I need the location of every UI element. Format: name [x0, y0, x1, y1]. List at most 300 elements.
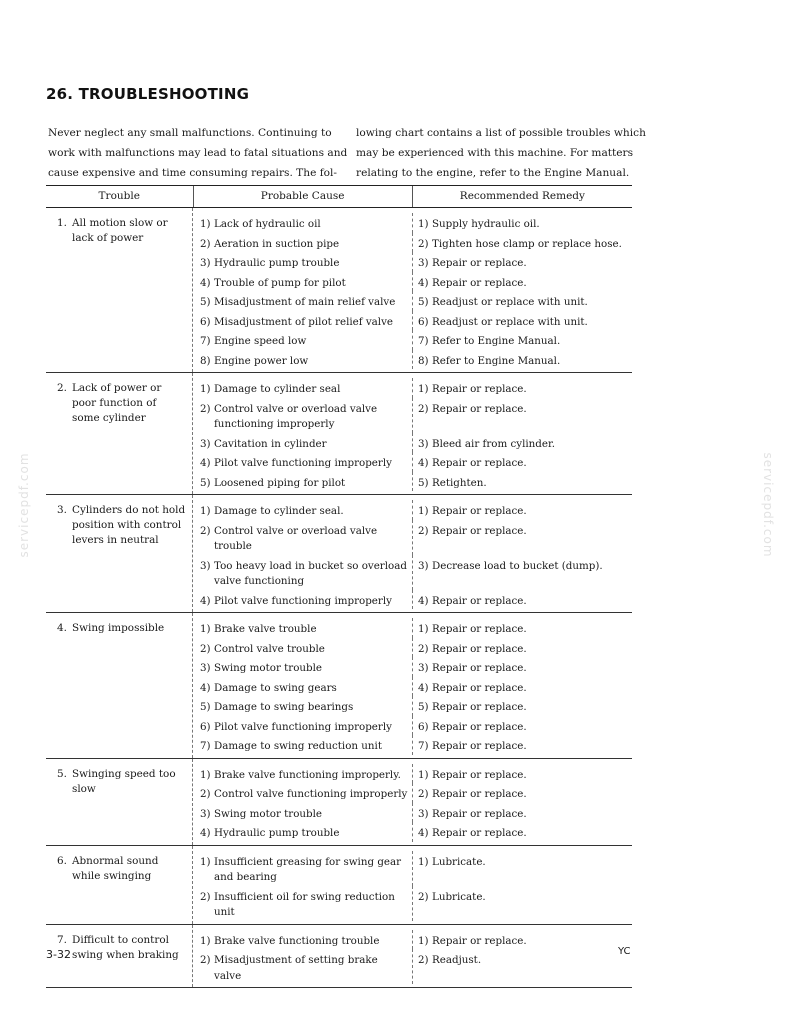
cause-item [200, 354, 408, 370]
trouble-entry [57, 621, 186, 636]
remedy-cell [412, 213, 632, 233]
cause-number: 1) [200, 505, 211, 517]
cause-number: 1) [200, 623, 211, 635]
trouble-number: 5. [57, 767, 67, 780]
remedy-item [418, 890, 628, 906]
table-row [193, 716, 632, 736]
remedy-text: Decrease load to bucket (dump). [432, 559, 603, 572]
remedy-item [418, 720, 628, 736]
page-number: 3-32 [46, 948, 71, 961]
probable-cause-cell [193, 677, 412, 697]
remedy-cell [412, 886, 632, 921]
cause-text: Lack of hydraulic oil [214, 218, 321, 230]
remedy-number: 6) [418, 315, 429, 328]
remedy-text: Readjust or replace with unit. [432, 315, 588, 328]
remedy-text: Readjust. [432, 954, 482, 966]
cause-number: 4) [200, 276, 211, 289]
trouble-cell [46, 759, 192, 845]
cause-item [200, 890, 408, 921]
watermark-right: servicepdf.com [761, 452, 775, 558]
probable-cause-cell [193, 735, 412, 755]
remedy-number: 4) [418, 276, 429, 289]
trouble-text: Abnormal sound while swinging [72, 854, 159, 882]
table-row [193, 233, 632, 253]
trouble-entry [57, 854, 186, 884]
remedy-item [418, 217, 628, 233]
remedy-cell [412, 555, 632, 590]
remedy-cell [412, 472, 632, 492]
trouble-number: 7. [57, 933, 67, 946]
cause-item [200, 826, 408, 842]
cause-item [200, 720, 408, 736]
header-trouble: Trouble [98, 190, 140, 202]
remedy-cell [412, 272, 632, 292]
remedy-text: Repair or replace. [432, 681, 527, 694]
remedy-cell [412, 378, 632, 398]
remedy-cell [412, 500, 632, 520]
probable-cause-cell [193, 398, 412, 433]
table-row [193, 452, 632, 472]
remedy-number: 2) [418, 402, 429, 415]
remedy-text: Repair or replace. [432, 807, 527, 820]
cause-number: 5) [200, 701, 211, 713]
remedy-text: Repair or replace. [432, 505, 527, 517]
table-row [193, 350, 632, 370]
cause-number: 1) [200, 934, 211, 947]
cause-text: Pilot valve functioning improperly [214, 720, 392, 733]
cause-item [200, 622, 408, 638]
probable-cause-cell [193, 803, 412, 823]
cause-text: Swing motor trouble [214, 662, 323, 674]
remedy-item [418, 661, 628, 677]
cause-text: Misadjustment of pilot relief valve [214, 315, 394, 328]
cause-item [200, 276, 408, 292]
trouble-group [46, 846, 632, 925]
cause-remedy-list [192, 846, 632, 924]
remedy-cell [412, 252, 632, 272]
probable-cause-cell [193, 233, 412, 253]
remedy-cell [412, 783, 632, 803]
table-body [46, 208, 632, 988]
cause-remedy-list [192, 373, 632, 494]
remedy-text: Repair or replace. [432, 701, 527, 713]
table-row [193, 330, 632, 350]
cause-number: 1) [200, 768, 211, 781]
cause-number: 4) [200, 594, 211, 607]
cause-text: Damage to swing gears [214, 681, 337, 694]
cause-number: 4) [200, 457, 211, 469]
remedy-text: Repair or replace. [432, 642, 527, 655]
page-title: 26. TROUBLESHOOTING [46, 85, 250, 103]
probable-cause-cell [193, 291, 412, 311]
cause-item [200, 594, 408, 610]
cause-text: Damage to cylinder seal. [214, 505, 344, 517]
probable-cause-cell [193, 350, 412, 370]
remedy-cell [412, 311, 632, 331]
cause-text: Damage to cylinder seal [214, 383, 341, 395]
table-row [193, 851, 632, 886]
remedy-item [418, 622, 628, 638]
remedy-text: Repair or replace. [432, 662, 527, 674]
remedy-cell [412, 233, 632, 253]
cause-text: Swing motor trouble [214, 807, 323, 820]
remedy-text: Retighten. [432, 476, 487, 489]
cause-number: 8) [200, 354, 211, 367]
cause-item [200, 437, 408, 453]
remedy-item [418, 681, 628, 697]
remedy-number: 3) [418, 807, 429, 820]
remedy-number: 5) [418, 476, 429, 489]
remedy-item [418, 237, 628, 253]
cause-number: 3) [200, 662, 211, 674]
remedy-number: 4) [418, 681, 429, 694]
remedy-number: 7) [418, 335, 429, 347]
remedy-number: 7) [418, 740, 429, 752]
remedy-item [418, 256, 628, 272]
table-row [193, 272, 632, 292]
cause-item [200, 559, 408, 590]
intro-line: cause expensive and time consuming repairs. The fol- [48, 167, 337, 179]
cause-text: Brake valve trouble [214, 623, 317, 635]
cause-remedy-list [192, 613, 632, 758]
remedy-text: Repair or replace. [432, 402, 527, 415]
cause-item [200, 524, 408, 555]
cause-number: 2) [200, 237, 211, 250]
cause-item [200, 681, 408, 697]
table-row [193, 291, 632, 311]
remedy-text: Readjust or replace with unit. [432, 296, 588, 308]
remedy-text: Repair or replace. [432, 257, 527, 269]
cause-text: Aeration in suction pipe [214, 237, 340, 250]
trouble-number: 4. [57, 622, 67, 634]
table-row [193, 555, 632, 590]
cause-item [200, 456, 408, 472]
remedy-number: 5) [418, 296, 429, 308]
remedy-number: 4) [418, 457, 429, 469]
trouble-number: 6. [57, 854, 67, 867]
cause-number: 3) [200, 257, 211, 269]
cause-item [200, 295, 408, 311]
cause-text: Insufficient greasing for swing gear and bearing [214, 855, 402, 883]
trouble-number: 1. [57, 217, 67, 229]
remedy-text: Repair or replace. [432, 768, 527, 781]
remedy-item [418, 504, 628, 520]
header-probable-cause: Probable Cause [193, 186, 412, 207]
trouble-text: Swinging speed too slow [72, 767, 176, 795]
remedy-item [418, 594, 628, 610]
table-header-row [46, 185, 632, 208]
table-row [193, 822, 632, 842]
cause-item [200, 787, 408, 803]
cause-text: Control valve trouble [214, 642, 325, 655]
remedy-cell [412, 398, 632, 433]
cause-remedy-list [192, 759, 632, 845]
remedy-text: Repair or replace. [432, 524, 527, 537]
remedy-number: 2) [418, 954, 429, 966]
probable-cause-cell [193, 378, 412, 398]
probable-cause-cell [193, 311, 412, 331]
remedy-item [418, 476, 628, 492]
trouble-group [46, 208, 632, 373]
table-row [193, 803, 632, 823]
remedy-item [418, 807, 628, 823]
remedy-cell [412, 930, 632, 950]
remedy-text: Repair or replace. [432, 383, 527, 395]
probable-cause-cell [193, 716, 412, 736]
remedy-cell [412, 433, 632, 453]
remedy-number: 1) [418, 768, 429, 781]
cause-item [200, 855, 408, 886]
table-row [193, 764, 632, 784]
cause-number: 2) [200, 954, 211, 966]
footer-code: YC [618, 946, 631, 957]
remedy-text: Repair or replace. [432, 720, 527, 733]
trouble-cell [46, 373, 192, 494]
table-row [193, 433, 632, 453]
cause-number: 7) [200, 335, 211, 347]
remedy-text: Refer to Engine Manual. [432, 354, 561, 367]
remedy-cell [412, 735, 632, 755]
trouble-text: All motion slow or lack of power [72, 217, 168, 244]
table-row [193, 638, 632, 658]
trouble-cell [46, 495, 192, 612]
cause-number: 2) [200, 890, 211, 903]
cause-text: Too heavy load in bucket so overload valve functioning [214, 559, 407, 587]
remedy-text: Repair or replace. [432, 276, 527, 289]
remedy-item [418, 642, 628, 658]
remedy-cell [412, 677, 632, 697]
remedy-cell [412, 618, 632, 638]
probable-cause-cell [193, 822, 412, 842]
cause-text: Hydraulic pump trouble [214, 257, 340, 269]
cause-number: 6) [200, 315, 211, 328]
probable-cause-cell [193, 213, 412, 233]
intro-line: work with malfunctions may lead to fatal situations and [48, 147, 348, 159]
remedy-number: 3) [418, 257, 429, 269]
probable-cause-cell [193, 764, 412, 784]
remedy-number: 4) [418, 827, 429, 839]
probable-cause-cell [193, 886, 412, 921]
cause-number: 1) [200, 218, 211, 230]
remedy-text: Bleed air from cylinder. [432, 437, 556, 450]
intro-line: Never neglect any small malfunctions. Continuing to [48, 127, 332, 139]
remedy-text: Tighten hose clamp or replace hose. [432, 237, 622, 250]
cause-text: Pilot valve functioning improperly [214, 594, 392, 607]
table-row [193, 886, 632, 921]
cause-text: Control valve or overload valve trouble [214, 524, 378, 552]
trouble-text: Swing impossible [72, 622, 165, 634]
cause-number: 3) [200, 559, 211, 572]
cause-item [200, 739, 408, 755]
cause-text: Misadjustment of main relief valve [214, 296, 396, 308]
remedy-item [418, 953, 628, 969]
remedy-text: Repair or replace. [432, 788, 527, 800]
remedy-number: 1) [418, 218, 429, 230]
cause-number: 1) [200, 855, 211, 868]
table-row [193, 378, 632, 398]
cause-item [200, 661, 408, 677]
remedy-cell [412, 638, 632, 658]
cause-number: 7) [200, 740, 211, 752]
cause-text: Engine power low [214, 354, 309, 367]
remedy-number: 2) [418, 642, 429, 655]
trouble-text: Difficult to control swing when braking [72, 933, 179, 961]
cause-text: Insufficient oil for swing reduction unit [214, 890, 395, 918]
remedy-cell [412, 350, 632, 370]
trouble-group [46, 613, 632, 759]
remedy-item [418, 768, 628, 784]
remedy-number: 2) [418, 788, 429, 800]
cause-number: 6) [200, 720, 211, 733]
cause-text: Hydraulic pump trouble [214, 827, 340, 839]
cause-item [200, 953, 408, 984]
remedy-cell [412, 851, 632, 886]
remedy-text: Repair or replace. [432, 934, 527, 947]
trouble-text: Lack of power or poor function of some cylinder [72, 382, 162, 424]
trouble-number: 2. [57, 382, 67, 394]
remedy-cell [412, 291, 632, 311]
table-row [193, 311, 632, 331]
cause-item [200, 402, 408, 433]
table-row [193, 398, 632, 433]
cause-text: Brake valve functioning trouble [214, 934, 380, 947]
remedy-item [418, 524, 628, 540]
cause-number: 4) [200, 827, 211, 839]
remedy-item [418, 402, 628, 418]
intro-line: may be experienced with this machine. For matters [356, 147, 634, 159]
cause-text: Brake valve functioning improperly. [214, 768, 401, 781]
table-row [193, 520, 632, 555]
remedy-item [418, 739, 628, 755]
table-row [193, 472, 632, 492]
remedy-cell [412, 822, 632, 842]
table-row [193, 213, 632, 233]
cause-item [200, 700, 408, 716]
remedy-item [418, 855, 628, 871]
remedy-cell [412, 452, 632, 472]
cause-number: 5) [200, 296, 211, 308]
trouble-entry [57, 503, 186, 548]
remedy-cell [412, 764, 632, 784]
cause-text: Control valve functioning improperly [214, 788, 408, 800]
cause-item [200, 768, 408, 784]
remedy-item [418, 934, 628, 950]
remedy-item [418, 354, 628, 370]
remedy-text: Supply hydraulic oil. [432, 218, 540, 230]
remedy-cell [412, 949, 632, 984]
probable-cause-cell [193, 472, 412, 492]
probable-cause-cell [193, 590, 412, 610]
trouble-cell [46, 613, 192, 758]
probable-cause-cell [193, 783, 412, 803]
cause-number: 5) [200, 476, 211, 489]
remedy-number: 4) [418, 594, 429, 607]
cause-item [200, 334, 408, 350]
remedy-item [418, 315, 628, 331]
trouble-group [46, 495, 632, 613]
intro-line: lowing chart contains a list of possible troubles which [356, 127, 646, 139]
remedy-item [418, 382, 628, 398]
probable-cause-cell [193, 272, 412, 292]
remedy-cell [412, 803, 632, 823]
remedy-cell [412, 716, 632, 736]
table-row [193, 618, 632, 638]
cause-item [200, 217, 408, 233]
trouble-entry [57, 216, 186, 246]
trouble-number: 3. [57, 504, 67, 516]
table-row [193, 590, 632, 610]
remedy-text: Repair or replace. [432, 827, 527, 839]
cause-number: 1) [200, 383, 211, 395]
remedy-item [418, 276, 628, 292]
table-row [193, 252, 632, 272]
cause-number: 2) [200, 788, 211, 800]
cause-number: 4) [200, 681, 211, 694]
remedy-number: 1) [418, 623, 429, 635]
probable-cause-cell [193, 330, 412, 350]
remedy-number: 1) [418, 505, 429, 517]
cause-text: Trouble of pump for pilot [214, 276, 346, 289]
cause-item [200, 476, 408, 492]
remedy-cell [412, 330, 632, 350]
cause-text: Misadjustment of setting brake valve [214, 954, 378, 982]
probable-cause-cell [193, 618, 412, 638]
cause-number: 3) [200, 437, 211, 450]
probable-cause-cell [193, 433, 412, 453]
remedy-cell [412, 696, 632, 716]
probable-cause-cell [193, 930, 412, 950]
cause-remedy-list [192, 208, 632, 372]
probable-cause-cell [193, 851, 412, 886]
probable-cause-cell [193, 520, 412, 555]
probable-cause-cell [193, 638, 412, 658]
cause-item [200, 382, 408, 398]
trouble-entry [57, 381, 186, 426]
table-row [193, 930, 632, 950]
cause-number: 2) [200, 524, 211, 537]
trouble-group [46, 373, 632, 495]
probable-cause-cell [193, 696, 412, 716]
cause-item [200, 642, 408, 658]
cause-item [200, 934, 408, 950]
remedy-text: Repair or replace. [432, 623, 527, 635]
cause-text: Loosened piping for pilot [214, 476, 346, 489]
trouble-group [46, 759, 632, 846]
probable-cause-cell [193, 949, 412, 984]
cause-item [200, 237, 408, 253]
cause-text: Damage to swing bearings [214, 701, 354, 713]
table-row [193, 500, 632, 520]
remedy-number: 2) [418, 524, 429, 537]
remedy-number: 3) [418, 559, 429, 572]
cause-item [200, 504, 408, 520]
cause-remedy-list [192, 495, 632, 612]
table-row [193, 949, 632, 984]
cause-text: Damage to swing reduction unit [214, 740, 382, 752]
remedy-number: 3) [418, 662, 429, 674]
remedy-number: 2) [418, 890, 429, 903]
intro-left-column [48, 123, 348, 183]
remedy-number: 1) [418, 383, 429, 395]
remedy-text: Repair or replace. [432, 740, 527, 752]
cause-item [200, 256, 408, 272]
remedy-text: Repair or replace. [432, 594, 527, 607]
remedy-item [418, 787, 628, 803]
trouble-text: Cylinders do not hold position with control levers in neutral [72, 504, 186, 546]
probable-cause-cell [193, 555, 412, 590]
remedy-text: Lubricate. [432, 855, 486, 868]
remedy-text: Lubricate. [432, 890, 486, 903]
